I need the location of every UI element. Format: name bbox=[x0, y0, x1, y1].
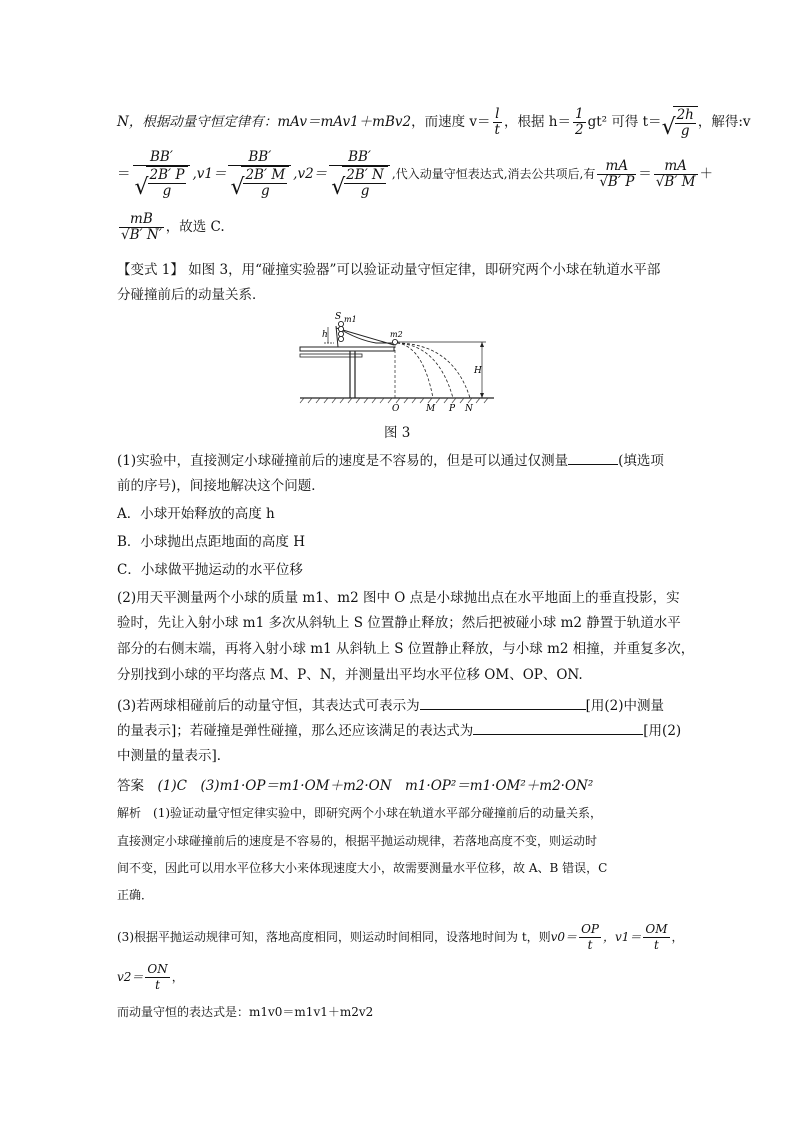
intro-line-2: ＝ BB′ √ $\frac{2B' P}{g}$ ,v1＝ BB′ √ $\frac{2B' M}{g}$ ,v2＝ BB′ √ $\frac{2B' N}{g}$ ,代入动量守恒表达式,消去公共项后,有 $\frac{mA}{√B' P}$ ＝ $\frac{mA}{√B' M}$ ＋ bbox=[117, 149, 713, 200]
mB-over-N: $\frac{mB}{√B' N'}$ bbox=[121, 211, 162, 243]
label-H: H bbox=[474, 366, 482, 376]
figure-caption: 图 3 bbox=[384, 425, 411, 441]
v-fraction: BB′ √ $\frac{2B' P}{g}$ bbox=[133, 150, 191, 199]
trajectory-N bbox=[397, 343, 470, 398]
q3-line-2: 的量表示]；若碰撞是弹性碰撞，那么还应该满足的表达式为 [用(2) bbox=[117, 723, 682, 739]
q2-line-2: 验时，先让入射小球 m1 多次从斜轨上 S 位置静止释放；然后把被碰小球 m2 静置于轨道水平 bbox=[117, 615, 681, 631]
variant-tag: 【变式 1】 bbox=[117, 262, 184, 278]
q1-line-1: (1)实验中，直接测定小球碰撞前后的速度是不容易的，但是可以通过仅测量 (填选项 bbox=[117, 453, 664, 469]
v2-fraction-on: $\frac{ON}{t}$ bbox=[147, 962, 168, 992]
option-c: C．小球做平抛运动的水平位移 bbox=[117, 562, 303, 578]
label-M: M bbox=[426, 404, 436, 414]
intro-text-a: N，根据动量守恒定律有： bbox=[117, 114, 278, 130]
answer-line bbox=[117, 777, 593, 795]
analysis-line-3: 间不变，因此可以用水平位移大小来体现速度大小，故需要测量水平位移，故 A、B 错误，C bbox=[117, 861, 608, 875]
analysis-label: 解析 bbox=[117, 806, 142, 820]
intro-text-d: gt² 可得 t＝ bbox=[587, 114, 662, 130]
v1-fraction: BB′ √ $\frac{2B' M}{g}$ bbox=[228, 150, 291, 199]
v1-fraction-om: $\frac{OM}{t}$ bbox=[645, 922, 668, 952]
half-fraction: $\frac{1}{2}$ bbox=[574, 106, 584, 138]
ground-hatching bbox=[300, 398, 488, 403]
label-S: S bbox=[335, 312, 342, 322]
ball-m2 bbox=[392, 339, 397, 344]
intro-line-1 bbox=[117, 106, 751, 139]
label-m2: m2 bbox=[390, 330, 403, 339]
q3-line-3: 中测量的量表示]． bbox=[117, 748, 231, 764]
label-P: P bbox=[449, 404, 456, 414]
option-b: B．小球抛出点距地面的高度 H bbox=[117, 534, 305, 550]
q2-line-1: (2)用天平测量两个小球的质量 m1、m2 图中 O 点是小球抛出点在水平地面上的垂直投影，实 bbox=[117, 590, 680, 606]
label-h: h bbox=[322, 330, 328, 340]
label-N: N bbox=[465, 404, 473, 414]
variant-text-1: 如图 3，用“碰撞实验器”可以验证动量守恒定律，即研究两个小球在轨道水平部 bbox=[188, 262, 661, 278]
time-sqrt: √ $\frac{2h}{g}$ bbox=[662, 106, 698, 139]
collision-apparatus-figure bbox=[298, 310, 498, 416]
v2-fraction: BB′ √ $\frac{2B' N}{g}$ bbox=[329, 150, 390, 199]
intro-text-c: ，根据 h＝ bbox=[503, 114, 571, 130]
answer-text: (1)C (3)m1·OP＝m1·OM＋m2·ON m1·OP²＝m1·OM²＋m2·ON² bbox=[157, 778, 594, 794]
mA-over-P: $\frac{mA}{√B' P}$ bbox=[599, 158, 635, 190]
intro-text-e: ，解得:v bbox=[697, 114, 751, 130]
variant-line-2: 分碰撞前后的动量关系． bbox=[117, 287, 266, 303]
v0-fraction: $\frac{OP}{t}$ bbox=[581, 922, 599, 952]
ball-m1-stack bbox=[338, 321, 343, 326]
analysis-line-7: 而动量守恒的表达式是：m1v0＝m1v1＋m2v2 bbox=[117, 1005, 374, 1019]
trajectory-M bbox=[397, 343, 433, 398]
analysis-line-4: 正确． bbox=[117, 888, 154, 902]
answer-label: 答案 bbox=[117, 778, 144, 794]
intro-text-b: ，而速度 v＝ bbox=[411, 114, 491, 130]
table-top bbox=[300, 347, 394, 351]
choose-c-text: ，故选 C. bbox=[165, 219, 225, 235]
option-a: A．小球开始释放的高度 h bbox=[117, 506, 275, 522]
intro-line-3 bbox=[117, 212, 225, 243]
q1-line-2: 前的序号)，间接地解决这个问题． bbox=[117, 478, 325, 494]
mA-over-M: $\frac{mA}{√B' M}$ bbox=[655, 158, 696, 190]
velocity-fraction: $\frac{l}{t}$ bbox=[494, 106, 500, 138]
q2-line-3: 部分的右侧末端，再将入射小球 m1 从斜轨上 S 位置静止释放，与小球 m2 相撞，并重复多次， bbox=[117, 641, 695, 657]
q3-line-1: (3)若两球相碰前后的动量守恒，其表达式可表示为 [用(2)中测量 bbox=[117, 698, 665, 714]
label-m1: m1 bbox=[344, 315, 357, 324]
analysis-line-5: (3)根据平抛运动规律可知，落地高度相同，则运动时间相同，设落地时间为 t，则v0＝ $\frac{OP}{t}$ ，v1＝ $\frac{OM}{t}$ ， bbox=[117, 922, 684, 952]
q1-answer-blank[interactable] bbox=[568, 452, 618, 465]
analysis-line-6: v2＝ $\frac{ON}{t}$ ， bbox=[117, 962, 184, 992]
momentum-equation: mAv＝mAv1＋mBv2 bbox=[277, 114, 412, 130]
substitution-text: ,代入动量守恒表达式,消去公共项后,有 bbox=[391, 167, 596, 181]
q3-elastic-blank[interactable] bbox=[473, 722, 643, 735]
analysis-line-1: 解析 (1)验证动量守恒定律实验中，即研究两个小球在轨道水平部分碰撞前后的动量关系， bbox=[117, 806, 603, 820]
label-O: O bbox=[392, 404, 400, 414]
variant-line-1 bbox=[117, 261, 660, 279]
analysis-line-2: 直接测定小球碰撞前后的速度是不容易的，根据平抛运动规律，若落地高度不变，则运动时 bbox=[117, 834, 598, 848]
table-shelf bbox=[300, 354, 362, 357]
q2-line-4: 分别找到小球的平均落点 M、P、N，并测量出平均水平位移 OM、OP、ON. bbox=[117, 667, 583, 683]
q3-momentum-blank[interactable] bbox=[420, 697, 586, 710]
